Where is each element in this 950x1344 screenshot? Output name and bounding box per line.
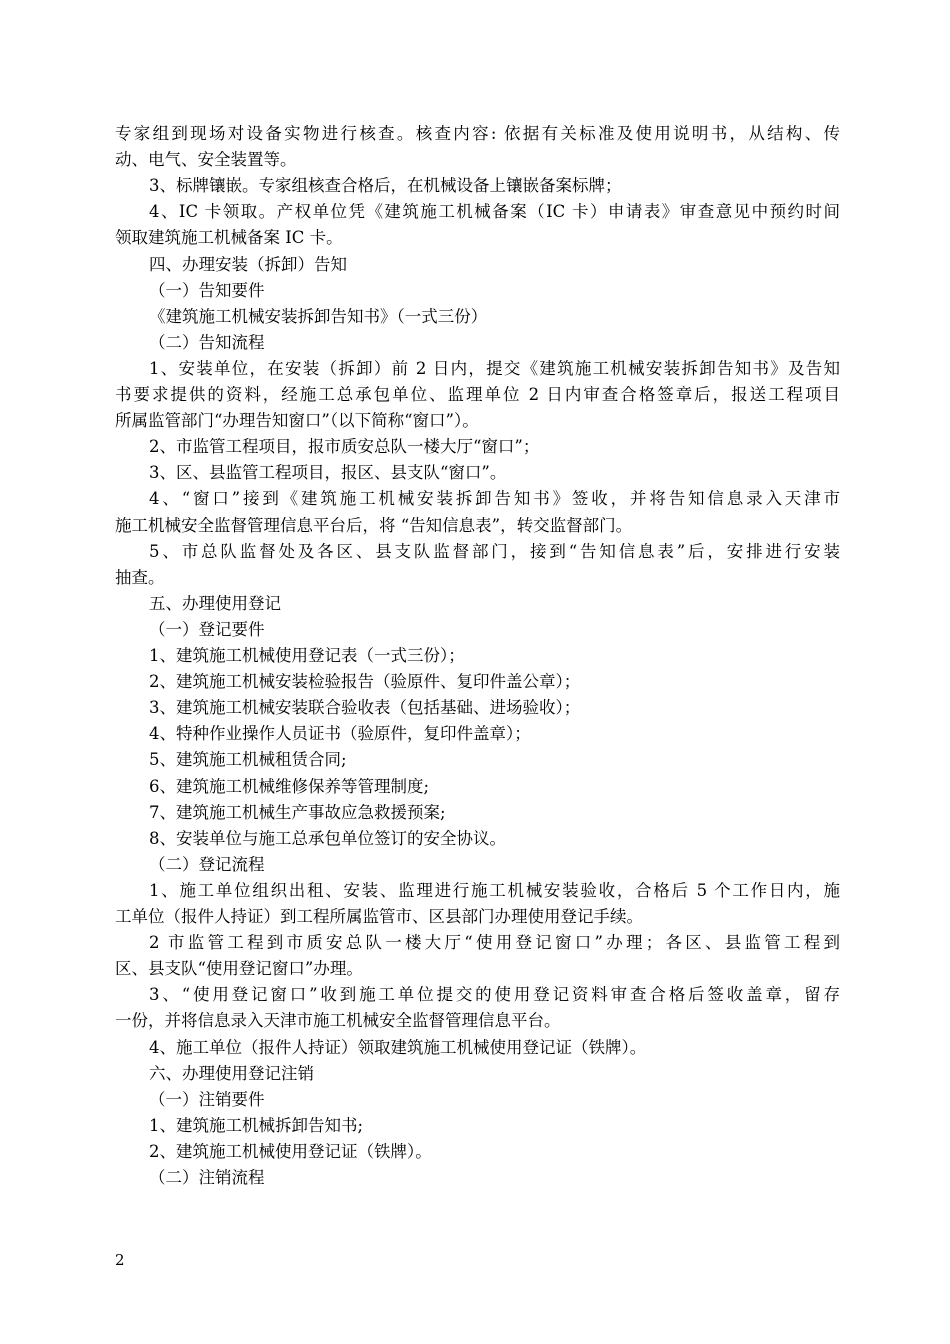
section-heading: 四、办理安装（拆卸）告知	[149, 254, 347, 274]
text-line: 3、“使用登记窗口”收到施工单位提交的使用登记资料审查合格后签收盖章，留存	[149, 985, 840, 1005]
text-line: 工单位（报件人持证）到工程所属监管市、区县部门办理使用登记手续。	[115, 907, 643, 926]
text-line: （一）登记要件	[149, 619, 265, 639]
text-line: 3、标牌镶嵌。专家组核查合格后，在机械设备上镶嵌备案标牌；	[149, 176, 622, 196]
text-line: 一份，并将信息录入天津市施工机械安全监督管理信息平台。	[115, 1011, 561, 1031]
text-line: 4、特种作业操作人员证书（验原件，复印件盖章）；	[149, 724, 531, 744]
text-line: 专家组到现场对设备实物进行核查。核查内容: 依据有关标准及使用说明书，从结构、传	[115, 124, 840, 143]
text-line: 1、建筑施工机械使用登记表（一式三份）；	[149, 646, 465, 665]
text-line: 抽查。	[115, 567, 165, 587]
text-line: 2、建筑施工机械安装检验报告（验原件、复印件盖公章）；	[149, 672, 581, 692]
text-line: 2 市监管工程到市质安总队一楼大厅“使用登记窗口”办理；各区、县监管工程到	[149, 933, 840, 953]
text-line: 4、IC 卡领取。产权单位凭《建筑施工机械备案（IC 卡）申请表》审查意见中预约时间	[149, 202, 840, 222]
text-line: 5、市总队监督处及各区、县支队监督部门，接到“告知信息表”后，安排进行安装	[149, 541, 840, 561]
text-line: 2、建筑施工机械使用登记证（铁牌）。	[149, 1141, 432, 1161]
text-line: （一）告知要件	[149, 280, 265, 300]
text-line: 所属监管部门“办理告知窗口”（以下简称“窗口”）。	[115, 411, 479, 431]
text-line: （二）注销流程	[149, 1168, 265, 1187]
text-line: 动、电气、安全装置等。	[115, 150, 297, 170]
section-heading: 六、办理使用登记注销	[149, 1063, 314, 1083]
text-line: （二）告知流程	[149, 332, 265, 352]
text-line: 3、建筑施工机械安装联合验收表（包括基础、进场验收）；	[149, 698, 581, 718]
text-line: 领取建筑施工机械备案 IC 卡。	[115, 228, 343, 248]
text-line: 区、县支队“使用登记窗口”办理。	[115, 959, 363, 979]
text-line: 书要求提供的资料，经施工总承包单位、监理单位 2 日内审查合格签章后，报送工程项目	[115, 385, 840, 404]
text-line: 3、区、县监管工程项目，报区、县支队“窗口”。	[149, 463, 507, 483]
text-line: （二）登记流程	[149, 854, 265, 874]
page-number: 2	[115, 1251, 125, 1269]
text-line: 8、安装单位与施工总承包单位签订的安全协议。	[149, 828, 506, 848]
text-line: 4、施工单位（报件人持证）领取建筑施工机械使用登记证（铁牌）。	[149, 1037, 647, 1057]
text-line: 2、市监管工程项目，报市质安总队一楼大厅“窗口”；	[149, 437, 540, 457]
text-line: 5、建筑施工机械租赁合同;	[149, 750, 347, 770]
text-line: 7、建筑施工机械生产事故应急救援预案;	[149, 802, 446, 822]
text-line: 1、安装单位，在安装（拆卸）前 2 日内，提交《建筑施工机械安装拆卸告知书》及告知	[149, 358, 840, 378]
text-line: 《建筑施工机械安装拆卸告知书》（一式三份）	[149, 306, 488, 326]
text-line: 6、建筑施工机械维修保养等管理制度;	[149, 776, 430, 796]
text-line: 1、建筑施工机械拆卸告知书;	[149, 1115, 364, 1135]
section-heading: 五、办理使用登记	[149, 593, 281, 613]
text-line: 4、“窗口”接到《建筑施工机械安装拆卸告知书》签收，并将告知信息录入天津市	[149, 489, 840, 509]
text-line: （一）注销要件	[149, 1089, 265, 1109]
text-line: 1、施工单位组织出租、安装、监理进行施工机械安装验收，合格后 5 个工作日内，施	[149, 880, 840, 900]
text-line: 施工机械安全监督管理信息平台后，将 “告知信息表”，转交监督部门。	[115, 515, 633, 535]
